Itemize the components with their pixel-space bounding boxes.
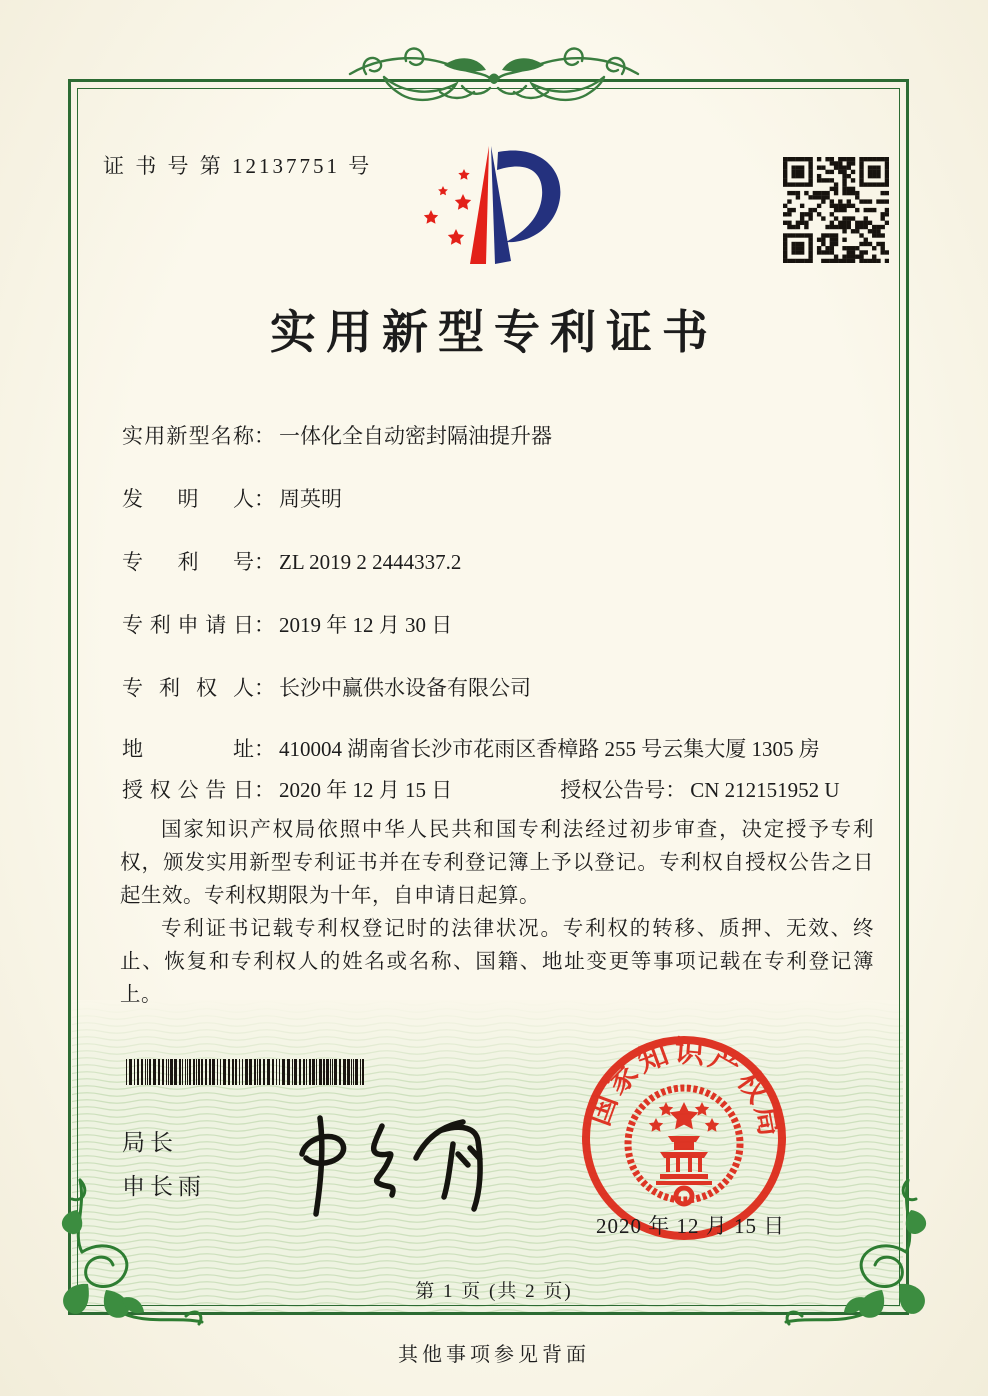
back-side-note: 其他事项参见背面 — [398, 1344, 590, 1366]
field-value: 长沙中赢供水设备有限公司 — [279, 676, 531, 700]
field-label: 授权公告日 — [122, 778, 254, 802]
field-row-grant: 授权公告日： 2020 年 12 月 15 日 授权公告号： CN 212151952 U — [122, 774, 840, 804]
legal-text — [120, 814, 874, 1012]
page-number: 第 1 页 (共 2 页) — [415, 1281, 573, 1302]
field-label: 地址 — [122, 737, 254, 761]
seal-ring-text: 国家知识产权局 — [582, 1034, 788, 1142]
national-emblem-icon — [628, 1088, 740, 1204]
commissioner-name: 申长雨 — [122, 1173, 206, 1199]
field-label: 发明人 — [122, 487, 254, 511]
field-row-inventor: 发明人： 周英明 — [122, 483, 342, 513]
commissioner-title: 局长 — [122, 1129, 178, 1155]
grant-number-label: 授权公告号 — [560, 778, 666, 802]
seal-date: 2020 年 12 月 15 日 — [596, 1214, 786, 1238]
field-value: 410004 湖南省长沙市花雨区香樟路 255 号云集大厦 1305 房 — [279, 737, 820, 761]
field-label: 专利权人 — [122, 676, 254, 700]
field-row-patent-no: 专利号： ZL 2019 2 2444337.2 — [122, 546, 461, 576]
patent-office-logo-icon — [420, 144, 570, 276]
certificate-number: 证 书 号 第 12137751 号 — [103, 154, 373, 178]
certificate-title: 实用新型专利证书 — [270, 307, 718, 358]
field-row-patentee: 专利权人： 长沙中赢供水设备有限公司 — [122, 672, 531, 702]
field-value: 一体化全自动密封隔油提升器 — [279, 424, 552, 448]
field-value: ZL 2019 2 2444337.2 — [279, 550, 462, 574]
field-label: 专利号 — [122, 550, 254, 574]
field-label: 实用新型名称 — [122, 424, 254, 448]
field-row-filing-date: 专利申请日： 2019 年 12 月 30 日 — [122, 609, 452, 639]
signature-icon — [266, 1096, 498, 1224]
svg-text:国家知识产权局 — [582, 1035, 787, 1142]
legal-paragraph-1: 国家知识产权局依照中华人民共和国专利法经过初步审查，决定授予专利权，颁发实用新型专利证书并在专利登记簿上予以登记。专利权自授权公告之日起生效。专利权期限为十年，自申请日起算。 — [120, 819, 874, 907]
field-value: 周英明 — [279, 487, 342, 511]
legal-paragraph-2: 专利证书记载专利权登记时的法律状况。专利权的转移、质押、无效、终止、恢复和专利权人的姓名或名称、国籍、地址变更等事项记载在专利登记簿上。 — [120, 918, 874, 1006]
field-value: 2020 年 12 月 15 日 — [279, 778, 453, 802]
field-value: 2019 年 12 月 30 日 — [279, 613, 453, 637]
grant-number-value: CN 212151952 U — [690, 778, 840, 802]
field-row-address: 地址： 410004 湖南省长沙市花雨区香樟路 255 号云集大厦 1305 房 — [122, 733, 820, 763]
barcode — [124, 1059, 370, 1085]
field-row-name: 实用新型名称： 一体化全自动密封隔油提升器 — [122, 420, 552, 450]
field-label: 专利申请日 — [122, 613, 254, 637]
qr-code — [783, 157, 889, 263]
